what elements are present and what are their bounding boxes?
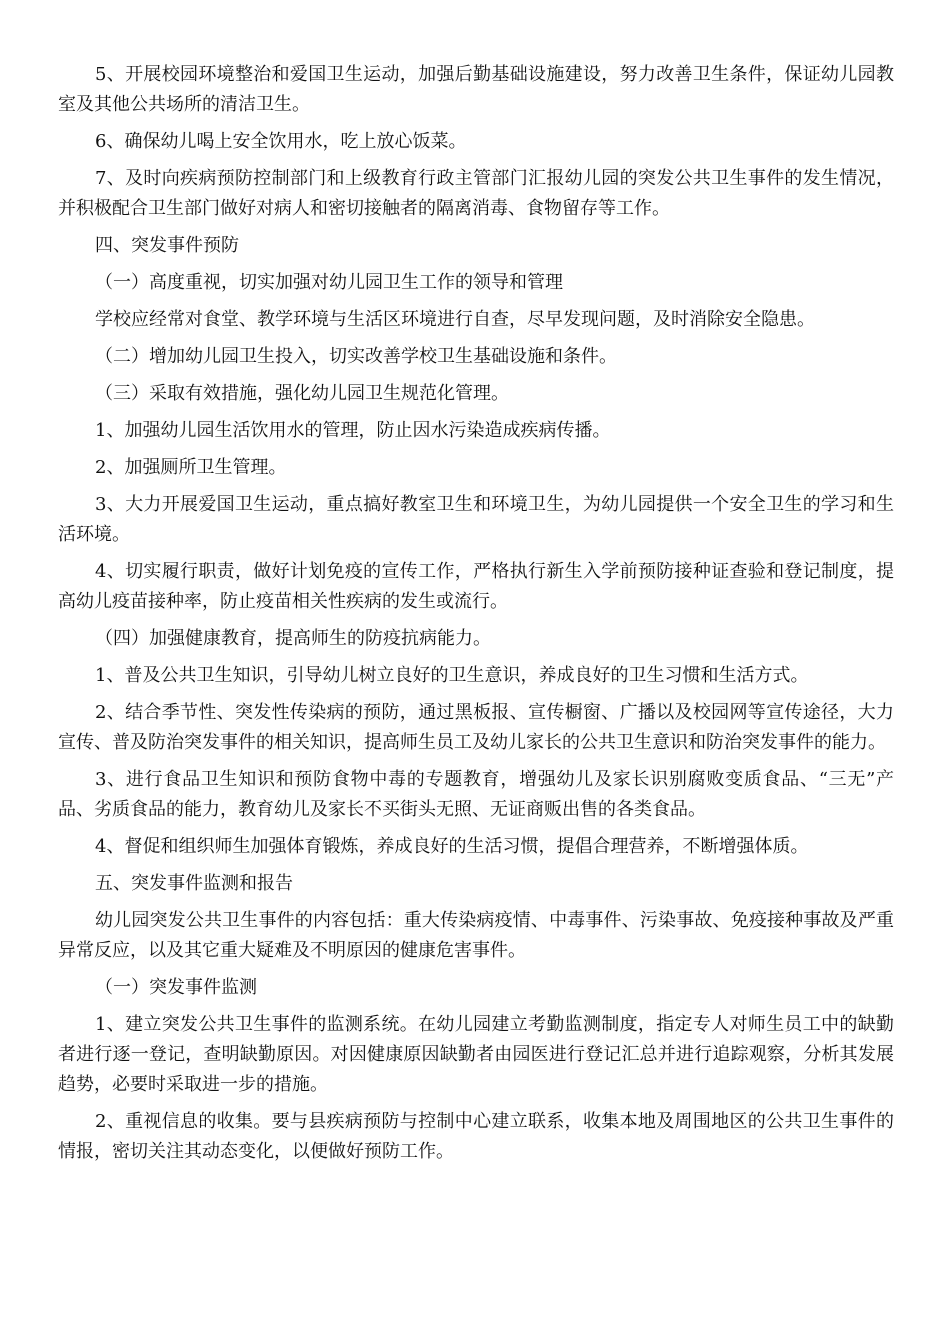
subsection-heading-5-1: （一）突发事件监测 [95,977,257,998]
paragraph-toilet-hygiene: 2、加强厕所卫生管理。 [95,457,287,478]
paragraph-physical-exercise: 4、督促和组织师生加强体育锻炼，养成良好的生活习惯，提倡合理营养，不断增强体质。 [95,836,809,857]
subsection-heading-4-2: （二）增加幼儿园卫生投入，切实改善学校卫生基础设施和条件。 [95,346,617,367]
section-heading-5: 五、突发事件监测和报告 [95,873,293,894]
subsection-heading-4-3: （三）采取有效措施，强化幼儿园卫生规范化管理。 [95,383,509,404]
subsection-heading-4-4: （四）加强健康教育，提高师生的防疫抗病能力。 [95,628,491,649]
paragraph-item-6: 6、确保幼儿喝上安全饮用水，吃上放心饭菜。 [95,131,467,152]
paragraph-patriotic-hygiene: 3、大力开展爱国卫生运动，重点搞好教室卫生和环境卫生，为幼儿园提供一个安全卫生的学习和生活环境。 [58,494,894,545]
paragraph-item-5: 5、开展校园环境整治和爱国卫生运动，加强后勤基础设施建设，努力改善卫生条件，保证幼儿园教室及其他公共场所的清洁卫生。 [58,64,894,115]
document-page [58,60,894,1174]
paragraph-information-collection: 2、重视信息的收集。要与县疾病预防与控制中心建立联系，收集本地及周围地区的公共卫生事件的情报，密切关注其动态变化，以便做好预防工作。 [58,1111,894,1162]
paragraph-water-management: 1、加强幼儿园生活饮用水的管理，防止因水污染造成疾病传播。 [95,420,611,441]
paragraph-public-health-knowledge: 1、普及公共卫生知识，引导幼儿树立良好的卫生意识，养成良好的卫生习惯和生活方式。 [95,665,809,686]
paragraph-self-inspection: 学校应经常对食堂、教学环境与生活区环境进行自查，尽早发现问题，及时消除安全隐患。 [95,309,815,330]
subsection-heading-4-1: （一）高度重视，切实加强对幼儿园卫生工作的领导和管理 [95,272,563,293]
paragraph-event-scope: 幼儿园突发公共卫生事件的内容包括：重大传染病疫情、中毒事件、污染事故、免疫接种事故及严重异常反应，以及其它重大疑难及不明原因的健康危害事件。 [58,910,894,961]
paragraph-food-safety: 3、进行食品卫生知识和预防食物中毒的专题教育，增强幼儿及家长识别腐败变质食品、“三无”产品、劣质食品的能力，教育幼儿及家长不买街头无照、无证商贩出售的各类食品。 [58,769,894,820]
paragraph-item-7: 7、及时向疾病预防控制部门和上级教育行政主管部门汇报幼儿园的突发公共卫生事件的发生情况，并积极配合卫生部门做好对病人和密切接触者的隔离消毒、食物留存等工作。 [58,168,894,219]
paragraph-seasonal-prevention: 2、结合季节性、突发性传染病的预防，通过黑板报、宣传橱窗、广播以及校园网等宣传途径，大力宣传、普及防治突发事件的相关知识，提高师生员工及幼儿家长的公共卫生意识和防治突发事件的能力。 [58,702,894,753]
section-heading-4: 四、突发事件预防 [95,235,239,256]
paragraph-monitoring-system: 1、建立突发公共卫生事件的监测系统。在幼儿园建立考勤监测制度，指定专人对师生员工中的缺勤者进行逐一登记，查明缺勤原因。对因健康原因缺勤者由园医进行登记汇总并进行追踪观察，分析其发展趋势，必要时采取进一步的措施。 [58,1014,894,1095]
paragraph-immunization: 4、切实履行职责，做好计划免疫的宣传工作，严格执行新生入学前预防接种证查验和登记制度，提高幼儿疫苗接种率，防止疫苗相关性疾病的发生或流行。 [58,561,894,612]
